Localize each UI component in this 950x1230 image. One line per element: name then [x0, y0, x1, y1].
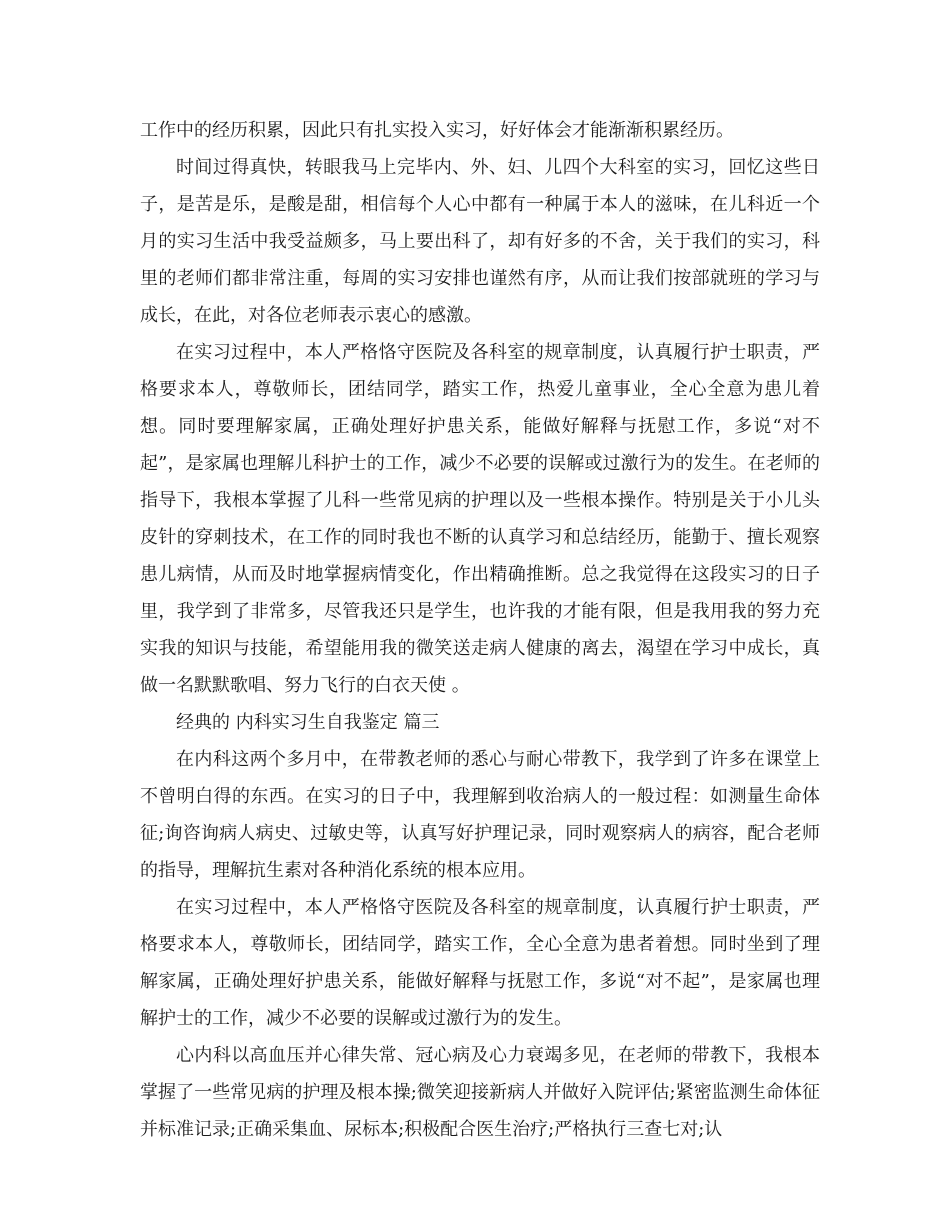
- paragraph-5: 在实习过程中，本人严格恪守医院及各科室的规章制度，认真履行护士职责，严格要求本人，尊敬师长，团结同学，踏实工作，全心全意为患者着想。同时坐到了理解家属，正确处理好护患关系，能做好解释与抚慰工作，多说“对不起”，是家属也理解护士的工作，减少不必要的误解或过激行为的发生。: [140, 897, 820, 1029]
- paragraph-3: 在实习过程中，本人严格恪守医院及各科室的规章制度，认真履行护士职责，严格要求本人，尊敬师长，团结同学，踏实工作，热爱儿童事业，全心全意为患儿着想。同时要理解家属，正确处理好护患关系，能做好解释与抚慰工作，多说“对不起”，是家属也理解儿科护士的工作，减少不必要的误解或过激行为的发生。在老师的指导下，我根本掌握了儿科一些常见病的护理以及一些根本操作。特别是关于小儿头皮针的穿刺技术，在工作的同时我也不断的认真学习和总结经历，能勤于、擅长观察患儿病情，从而及时地掌握病情变化，作出精确推断。总之我觉得在这段实习的日子里，我学到了非常多，尽管我还只是学生，也许我的才能有限，但是我用我的努力充实我的知识与技能，希望能用我的微笑送走病人健康的离去，渴望在学习中成长，真做一名默默歌唱、努力飞行的白衣天使 。: [140, 342, 820, 696]
- document-body: [140, 112, 820, 1148]
- paragraph-4: 在内科这两个多月中，在带教老师的悉心与耐心带教下，我学到了许多在课堂上不曾明白得的东西。在实习的日子中，我理解到收治病人的一般过程：如测量生命体征;询咨询病人病史、过敏史等，认真写好护理记录，同时观察病人的病容，配合老师的指导，理解抗生素对各种消化系统的根本应用。: [140, 749, 820, 881]
- paragraph-2: 时间过得真快，转眼我马上完毕内、外、妇、儿四个大科室的实习，回忆这些日子，是苦是乐，是酸是甜，相信每个人心中都有一种属于本人的滋味，在儿科近一个月的实习生活中我受益颇多，马上要出科了，却有好多的不舍，关于我们的实习，科里的老师们都非常注重，每周的实习安排也谨然有序，从而让我们按部就班的学习与成长，在此，对各位老师表示衷心的感激。: [140, 157, 820, 326]
- paragraph-1: 工作中的经历积累，因此只有扎实投入实习，好好体会才能渐渐积累经历。: [140, 120, 734, 141]
- section-heading: 经典的 内科实习生自我鉴定 篇三: [176, 712, 440, 733]
- paragraph-6: 心内科以高血压并心律失常、冠心病及心力衰竭多见，在老师的带教下，我根本掌握了一些常见病的护理及根本操;微笑迎接新病人并做好入院评估;紧密监测生命体征并标准记录;正确采集血、尿标本;积极配合医生治疗;严格执行三查七对;认: [140, 1045, 820, 1140]
